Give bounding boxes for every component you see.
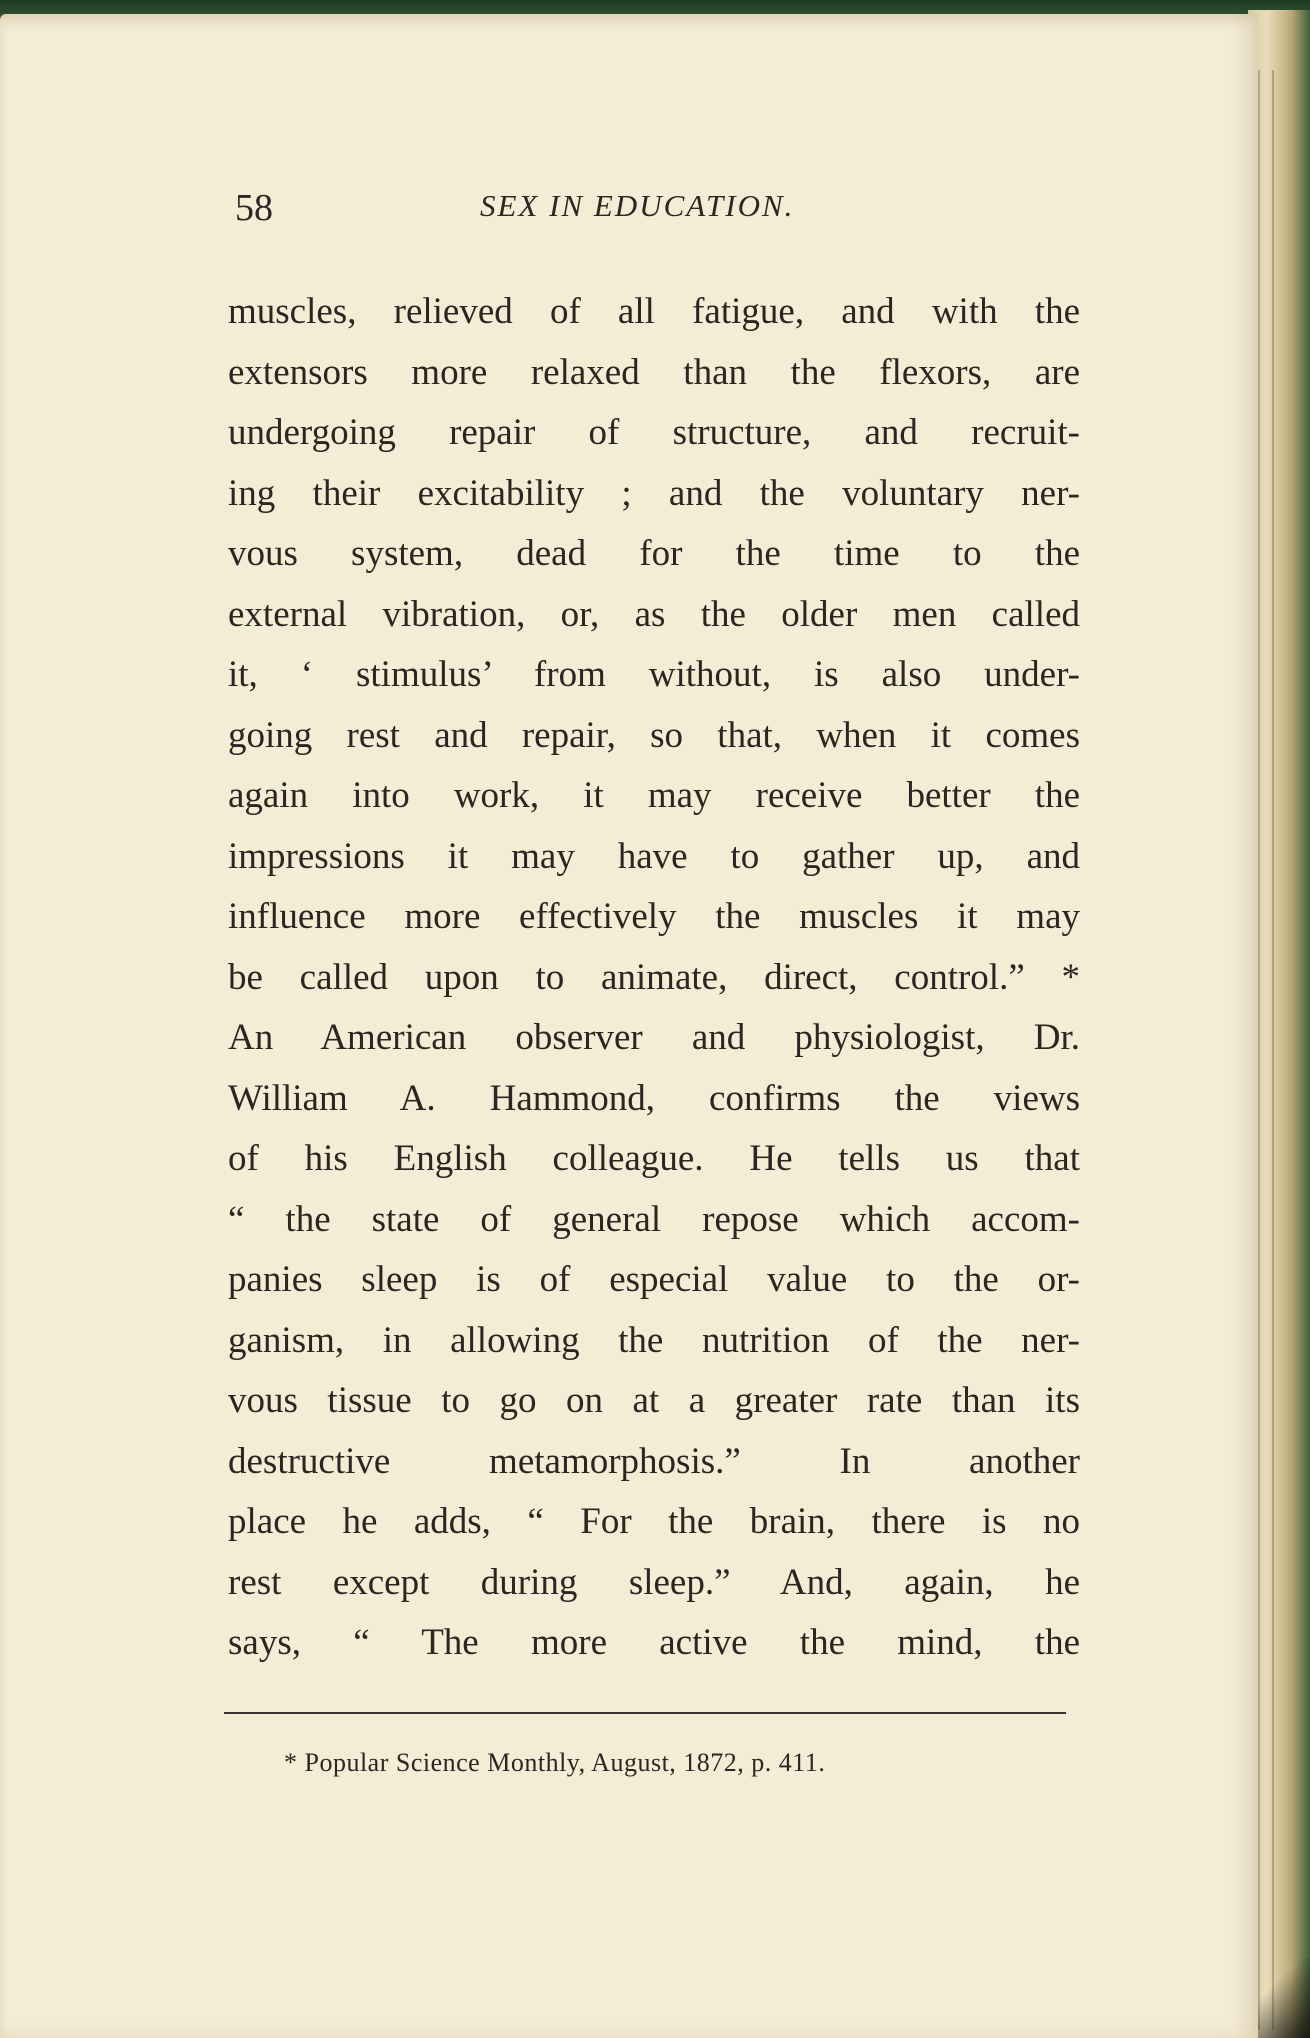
text-line: ganism, in allowing the nutrition of the ner- [228, 1319, 1080, 1361]
text-line: destructive metamorphosis.” In another [228, 1440, 1080, 1482]
text-line: again into work, it may receive better the [228, 775, 1080, 816]
text-line: impressions it may have to gather up, and [228, 835, 1080, 877]
body-text [228, 282, 1080, 1674]
text-line: “ the state of general repose which accom- [228, 1198, 1080, 1240]
text-line: place he adds, “ For the brain, there is no [228, 1501, 1080, 1542]
footnote-rule [224, 1712, 1066, 1714]
page-number: 58 [235, 187, 273, 229]
text-line: says, “ The more active the mind, the [228, 1622, 1080, 1663]
text-line: William A. Hammond, confirms the views [228, 1077, 1080, 1119]
text-line: ing their excitability ; and the voluntary ner- [228, 472, 1080, 514]
text-line: rest except during sleep.” And, again, he [228, 1561, 1080, 1603]
page-edge-line [1272, 70, 1274, 2030]
text-line: vous system, dead for the time to the [228, 533, 1080, 574]
text-line: undergoing repair of structure, and recruit- [228, 412, 1080, 453]
text-line: be called upon to animate, direct, control.” * [228, 956, 1080, 998]
running-head [225, 186, 1085, 236]
footnote: * Popular Science Monthly, August, 1872, p. 411. [284, 1748, 826, 1777]
text-line: influence more effectively the muscles it may [228, 896, 1080, 937]
text-line: of his English colleague. He tells us that [228, 1138, 1080, 1179]
text-line: panies sleep is of especial value to the or- [228, 1259, 1080, 1300]
text-line: An American observer and physiologist, Dr. [228, 1017, 1080, 1058]
page-edge-line [1258, 70, 1260, 2030]
text-line: external vibration, or, as the older men called [228, 593, 1080, 635]
text-line: it, ‘ stimulus’ from without, is also under- [228, 654, 1080, 695]
text-line: going rest and repair, so that, when it comes [228, 714, 1080, 756]
text-line: extensors more relaxed than the flexors, are [228, 351, 1080, 393]
running-title: SEX IN EDUCATION. [480, 188, 795, 223]
text-line: vous tissue to go on at a greater rate than its [228, 1380, 1080, 1421]
text-line: muscles, relieved of all fatigue, and with the [228, 291, 1080, 332]
